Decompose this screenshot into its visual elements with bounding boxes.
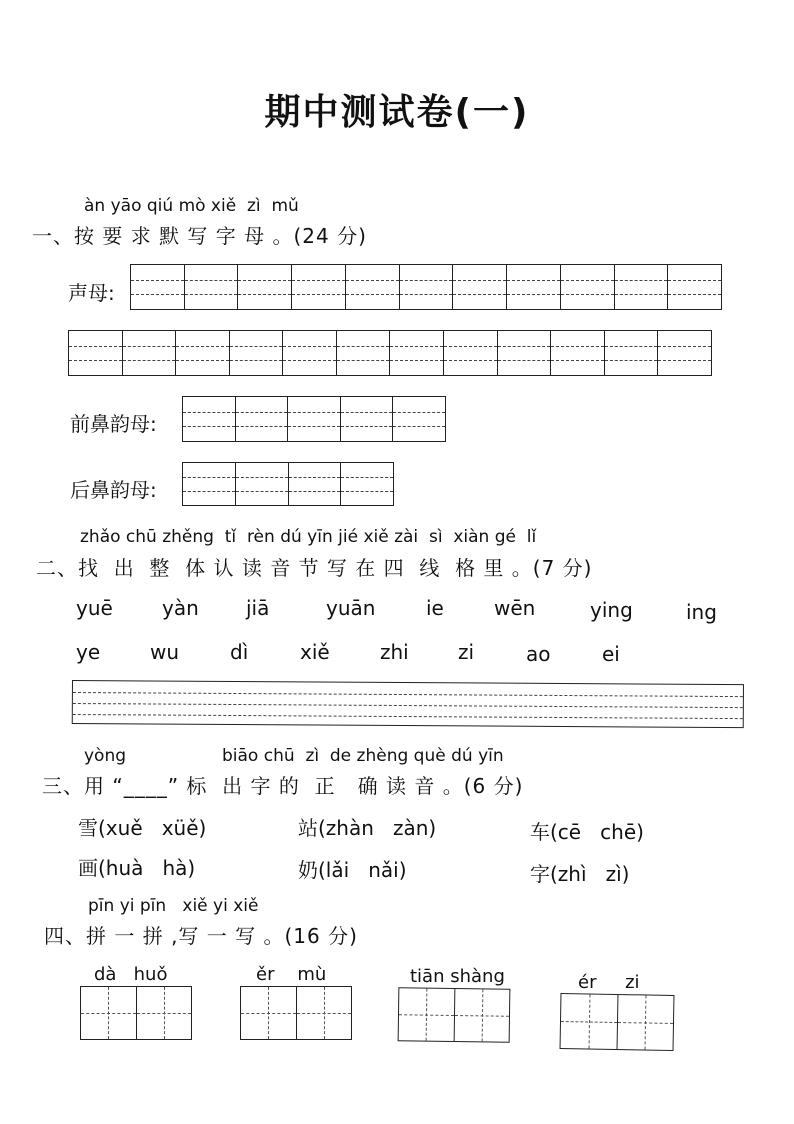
section3-pinyin-left: yòng <box>84 746 127 766</box>
section2-pinyin: zhǎo chū zhěng tǐ rèn dú yīn jié xiě zài sì xiàn gé lǐ <box>80 527 537 547</box>
shengmu-writing-row-2[interactable] <box>68 330 712 376</box>
word-pinyin: tiān shàng <box>410 966 505 987</box>
syllable: wēn <box>494 596 536 620</box>
section2-heading: 二、找 出 整 体 认 读 音 节 写 在 四 线 格 里 。(7 分) <box>36 556 593 580</box>
syllable: yuān <box>326 596 376 620</box>
syllable: xiě <box>300 640 330 664</box>
syllable: ao <box>526 642 551 666</box>
choice-item[interactable]: 雪(xuě xüě) <box>78 816 207 840</box>
four-line-writing-grid[interactable] <box>72 680 744 728</box>
syllable: wu <box>150 640 180 664</box>
word-pinyin: ěr mù <box>256 964 327 985</box>
tianzige-box[interactable] <box>398 987 511 1043</box>
label-houbi: 后鼻韵母: <box>70 478 157 502</box>
word-pinyin: ér zi <box>578 972 640 993</box>
section1-heading: 一、按 要 求 默 写 字 母 。(24 分) <box>32 224 367 248</box>
page-title: 期中测试卷(一) <box>264 92 530 133</box>
shengmu-writing-row-1[interactable] <box>130 264 722 310</box>
word-pinyin: dà huǒ <box>94 964 168 985</box>
choice-item[interactable]: 画(huà hà) <box>78 856 196 880</box>
section3-pinyin-right: biāo chū zì de zhèng què dú yīn <box>222 746 504 766</box>
label-qianbi: 前鼻韵母: <box>70 412 157 436</box>
syllable: yàn <box>162 596 199 620</box>
qianbi-writing-row[interactable] <box>182 396 446 442</box>
syllable: ing <box>686 600 717 624</box>
choice-item[interactable]: 字(zhì zì) <box>530 862 630 886</box>
tianzige-box[interactable] <box>560 993 675 1051</box>
syllable: yuē <box>76 596 113 620</box>
section1-pinyin: àn yāo qiú mò xiě zì mǔ <box>84 196 299 216</box>
syllable: zhi <box>380 640 409 664</box>
syllable: ye <box>76 640 101 664</box>
syllable: zi <box>458 640 475 664</box>
tianzige-box[interactable] <box>240 986 352 1040</box>
syllable: ying <box>590 598 633 622</box>
syllable: ei <box>602 642 620 666</box>
choice-item[interactable]: 车(cē chē) <box>530 820 644 844</box>
section3-heading: 三、用 “____” 标 出 字 的 正 确 读 音 。(6 分) <box>42 774 524 798</box>
syllable: dì <box>230 640 249 664</box>
syllable: ie <box>426 596 444 620</box>
section4-heading: 四、拼 一 拼 ,写 一 写 。(16 分) <box>44 924 358 948</box>
tianzige-box[interactable] <box>80 986 192 1040</box>
choice-item[interactable]: 站(zhàn zàn) <box>298 816 437 840</box>
choice-item[interactable]: 奶(lǎi nǎi) <box>298 858 407 882</box>
section4-pinyin: pīn yi pīn xiě yi xiě <box>88 896 259 916</box>
houbi-writing-row[interactable] <box>182 462 394 506</box>
label-shengmu: 声母: <box>68 281 115 305</box>
syllable: jiā <box>246 596 270 620</box>
